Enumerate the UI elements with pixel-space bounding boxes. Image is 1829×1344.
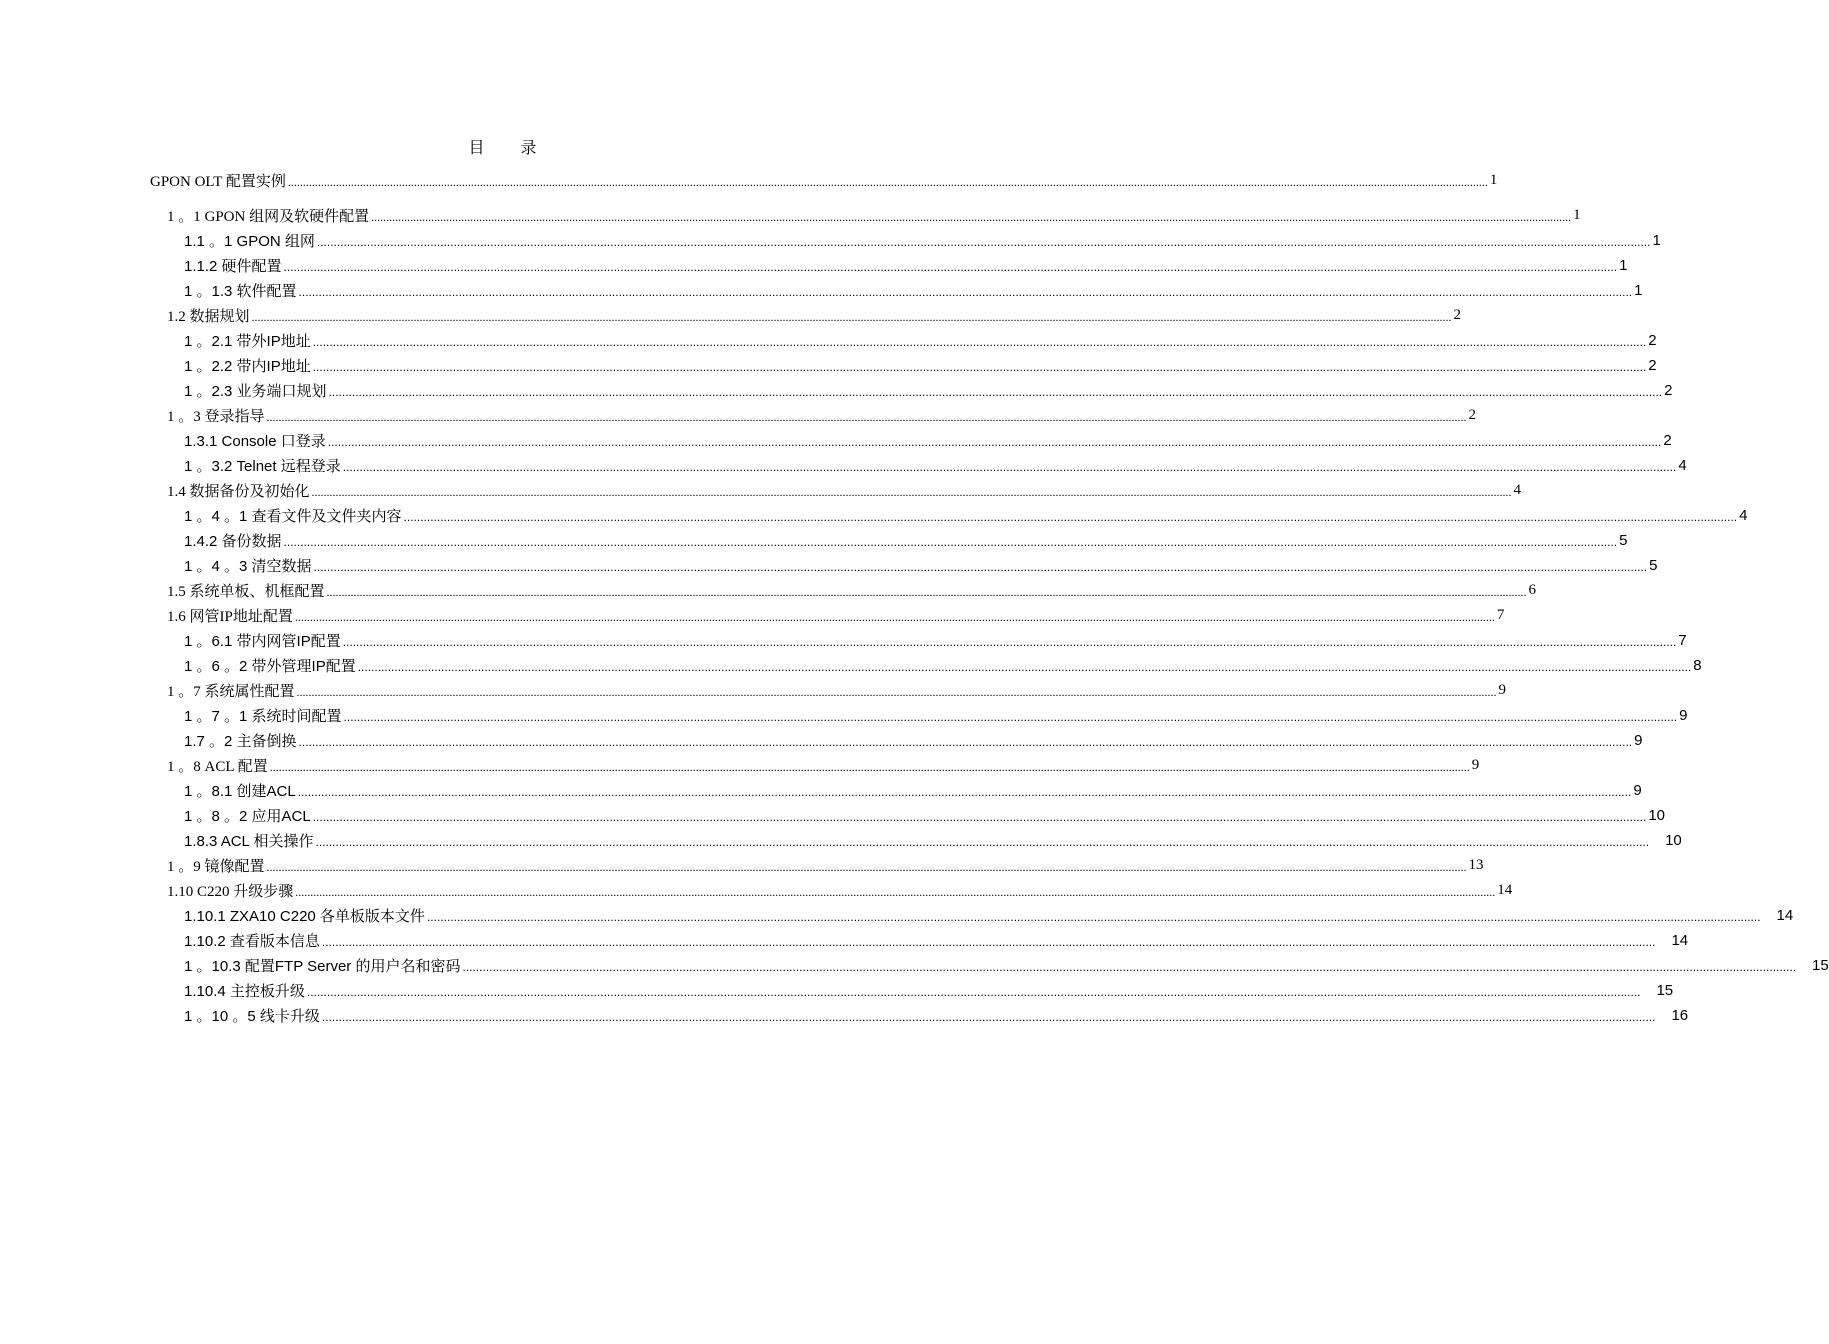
toc-leader-dots: ................................................................................................................................................................................................................................................................................................................................................................................................................: [296, 684, 1497, 699]
toc-entry[interactable]: [184, 528, 1628, 552]
toc-leader-dots: ................................................................................................................................................................................................................................................................................................................................................................................................................: [313, 560, 1648, 574]
toc-entry-page-number: 2: [1468, 406, 1477, 423]
toc-entry[interactable]: [184, 928, 1689, 952]
toc-entry[interactable]: [184, 553, 1658, 577]
toc-entry-page-number: 8: [1693, 656, 1702, 674]
toc-entry[interactable]: [184, 503, 1748, 527]
toc-entry-label: GPON OLT 配置实例: [150, 173, 286, 190]
toc-entry[interactable]: [150, 168, 1498, 192]
toc-entry-page-number: 2: [1648, 331, 1657, 349]
toc-entry[interactable]: [167, 303, 1462, 327]
toc-title: [0, 135, 1005, 158]
toc-entry[interactable]: [184, 328, 1657, 352]
toc-leader-dots: ................................................................................................................................................................................................................................................................................................................................................................................................................: [321, 935, 1656, 949]
toc-entry[interactable]: [184, 253, 1628, 277]
toc-entry-label: 1 。2.1 带外IP地址: [184, 332, 311, 350]
toc-leader-dots: ................................................................................................................................................................................................................................................................................................................................................................................................................: [312, 810, 1647, 824]
toc-entry-page-number: 10: [1665, 831, 1682, 849]
toc-entry-label: 1 。3 登录指导: [167, 408, 265, 425]
toc-entry-label: 1.4.2 备份数据: [184, 532, 282, 550]
toc-entry[interactable]: [184, 778, 1642, 802]
toc-entry-label: 1 。4 。3 清空数据: [184, 557, 312, 575]
toc-entry-page-number: 1: [1489, 171, 1498, 188]
toc-entry-page-number: 4: [1739, 506, 1748, 524]
toc-entry-label: 1 。8.1 创建ACL: [184, 782, 296, 800]
toc-leader-dots: ................................................................................................................................................................................................................................................................................................................................................................................................................: [342, 635, 1677, 649]
toc-leader-dots: ................................................................................................................................................................................................................................................................................................................................................................................................................: [298, 285, 1633, 299]
toc-leader-dots: ................................................................................................................................................................................................................................................................................................................................................................................................................: [295, 884, 1496, 899]
toc-leader-dots: ................................................................................................................................................................................................................................................................................................................................................................................................................: [283, 535, 1618, 549]
toc-entry-page-number: 2: [1648, 356, 1657, 374]
toc-entry-page-number: 13: [1468, 856, 1484, 873]
toc-entry[interactable]: [184, 428, 1672, 452]
toc-entry-label: 1 。1 GPON 组网及软硬件配置: [167, 208, 370, 225]
toc-entry-page-number: 2: [1663, 431, 1672, 449]
toc-entry-label: 1 。9 镜像配置: [167, 858, 265, 875]
toc-leader-dots: ................................................................................................................................................................................................................................................................................................................................................................................................................: [283, 260, 1618, 274]
toc-entry[interactable]: [184, 828, 1682, 852]
toc-entry-label: 1 。4 。1 查看文件及文件夹内容: [184, 507, 402, 525]
toc-entry-page-number: 16: [1671, 1006, 1689, 1024]
toc-entry[interactable]: [167, 878, 1513, 902]
toc-entry-page-number: 7: [1496, 606, 1505, 623]
toc-entry[interactable]: [184, 353, 1657, 377]
toc-entry-page-number: 6: [1528, 581, 1537, 598]
toc-leader-dots: ................................................................................................................................................................................................................................................................................................................................................................................................................: [312, 335, 1647, 349]
toc-entry-label: 1.10.2 查看版本信息: [184, 932, 320, 950]
toc-entry[interactable]: [184, 228, 1661, 252]
toc-leader-dots: ................................................................................................................................................................................................................................................................................................................................................................................................................: [266, 859, 1467, 874]
toc-leader-dots: ................................................................................................................................................................................................................................................................................................................................................................................................................: [371, 209, 1572, 224]
toc-entry-page-number: 14: [1776, 906, 1794, 924]
toc-entry-label: 1 。8 ACL 配置: [167, 758, 268, 775]
toc-entry-page-number: 15: [1656, 981, 1674, 999]
toc-entry[interactable]: [184, 278, 1643, 302]
toc-entry[interactable]: [167, 678, 1507, 702]
toc-leader-dots: ................................................................................................................................................................................................................................................................................................................................................................................................................: [403, 510, 1738, 524]
toc-entry[interactable]: [167, 603, 1505, 627]
toc-entry-label: 1 。7 。1 系统时间配置: [184, 707, 342, 725]
toc-entry-label: 1.5 系统单板、机框配置: [167, 583, 325, 600]
toc-entry[interactable]: [184, 1003, 1689, 1027]
toc-leader-dots: ................................................................................................................................................................................................................................................................................................................................................................................................................: [312, 360, 1647, 374]
toc-entry-label: 1.6 网管IP地址配置: [167, 608, 293, 625]
toc-entry[interactable]: [167, 403, 1477, 427]
toc-entry-page-number: 1: [1634, 281, 1643, 299]
toc-leader-dots: ................................................................................................................................................................................................................................................................................................................................................................................................................: [297, 785, 1632, 799]
toc-entry[interactable]: [167, 853, 1484, 877]
toc-entry-label: 1 。2.2 带内IP地址: [184, 357, 311, 375]
toc-entry-page-number: 9: [1471, 756, 1480, 773]
toc-leader-dots: ................................................................................................................................................................................................................................................................................................................................................................................................................: [326, 584, 1527, 599]
toc-entry-page-number: 2: [1664, 381, 1673, 399]
toc-entry[interactable]: [184, 653, 1702, 677]
toc-entry-label: 1.10.4 主控板升级: [184, 982, 305, 1000]
toc-entry-label: 1 。7 系统属性配置: [167, 683, 295, 700]
toc-entry-page-number: 1: [1652, 231, 1661, 249]
toc-entry-page-number: 10: [1648, 806, 1665, 824]
toc-entry[interactable]: [167, 203, 1581, 227]
toc-entry-label: 1.2 数据规划: [167, 308, 250, 325]
toc-entry-label: 1.10 C220 升级步骤: [167, 883, 294, 900]
toc-entry[interactable]: [184, 803, 1665, 827]
toc-entry-label: 1.8.3 ACL 相关操作: [184, 832, 314, 850]
toc-title-char-1: 目: [468, 138, 485, 157]
toc-entry-label: 1 。10.3 配置FTP Server 的用户名和密码: [184, 957, 461, 975]
toc-entry-page-number: 9: [1633, 781, 1642, 799]
toc-entry-page-number: 9: [1498, 681, 1507, 698]
toc-entry[interactable]: [184, 628, 1687, 652]
toc-entry[interactable]: [184, 703, 1688, 727]
toc-entry[interactable]: [184, 903, 1794, 927]
toc-entry-page-number: 9: [1679, 706, 1688, 724]
toc-entry[interactable]: [184, 953, 1829, 977]
toc-leader-dots: ................................................................................................................................................................................................................................................................................................................................................................................................................: [328, 385, 1663, 399]
toc-entry-label: 1.3.1 Console 口登录: [184, 432, 326, 450]
toc-entry[interactable]: [167, 753, 1480, 777]
toc-entry-label: 1 。3.2 Telnet 远程登录: [184, 457, 341, 475]
toc-entry-label: 1 。8 。2 应用ACL: [184, 807, 311, 825]
toc-leader-dots: ................................................................................................................................................................................................................................................................................................................................................................................................................: [298, 735, 1633, 749]
toc-entry-label: 1.7 。2 主备倒换: [184, 732, 297, 750]
toc-title-char-2: 录: [520, 138, 537, 157]
toc-entry[interactable]: [167, 578, 1537, 602]
toc-leader-dots: ................................................................................................................................................................................................................................................................................................................................................................................................................: [343, 710, 1678, 724]
toc-leader-dots: ................................................................................................................................................................................................................................................................................................................................................................................................................: [462, 960, 1797, 974]
toc-entry-page-number: 4: [1513, 481, 1522, 498]
toc-leader-dots: ................................................................................................................................................................................................................................................................................................................................................................................................................: [315, 835, 1650, 849]
toc-leader-dots: ................................................................................................................................................................................................................................................................................................................................................................................................................: [287, 174, 1488, 189]
toc-leader-dots: ................................................................................................................................................................................................................................................................................................................................................................................................................: [266, 409, 1467, 424]
toc-leader-dots: ................................................................................................................................................................................................................................................................................................................................................................................................................: [294, 609, 1495, 624]
toc-entry-page-number: 15: [1812, 956, 1829, 974]
toc-entry-label: 1 。2.3 业务端口规划: [184, 382, 327, 400]
toc-entry[interactable]: [184, 978, 1674, 1002]
toc-entry-label: 1.10.1 ZXA10 C220 各单板版本文件: [184, 907, 425, 925]
toc-entry-label: 1.4 数据备份及初始化: [167, 483, 310, 500]
toc-entry-page-number: 1: [1619, 256, 1628, 274]
toc-entry[interactable]: [184, 453, 1687, 477]
toc-entry-label: 1 。6.1 带内网管IP配置: [184, 632, 341, 650]
toc-leader-dots: ................................................................................................................................................................................................................................................................................................................................................................................................................: [342, 460, 1677, 474]
toc-leader-dots: ................................................................................................................................................................................................................................................................................................................................................................................................................: [306, 985, 1641, 999]
toc-entry-page-number: 14: [1497, 881, 1513, 898]
toc-entry[interactable]: [184, 378, 1673, 402]
toc-entry[interactable]: [184, 728, 1643, 752]
toc-entry-page-number: 9: [1634, 731, 1643, 749]
toc-leader-dots: ................................................................................................................................................................................................................................................................................................................................................................................................................: [251, 309, 1452, 324]
toc-leader-dots: ................................................................................................................................................................................................................................................................................................................................................................................................................: [327, 435, 1662, 449]
toc-leader-dots: ................................................................................................................................................................................................................................................................................................................................................................................................................: [316, 235, 1651, 249]
toc-leader-dots: ................................................................................................................................................................................................................................................................................................................................................................................................................: [321, 1010, 1656, 1024]
toc-entry-page-number: 4: [1678, 456, 1687, 474]
toc-leader-dots: ................................................................................................................................................................................................................................................................................................................................................................................................................: [357, 660, 1692, 674]
toc-leader-dots: ................................................................................................................................................................................................................................................................................................................................................................................................................: [269, 759, 1470, 774]
toc-entry-label: 1 。10 。5 线卡升级: [184, 1007, 320, 1025]
toc-entry-page-number: 2: [1453, 306, 1462, 323]
toc-entry-label: 1 。1.3 软件配置: [184, 282, 297, 300]
toc-leader-dots: ................................................................................................................................................................................................................................................................................................................................................................................................................: [311, 484, 1512, 499]
toc-entry[interactable]: [167, 478, 1522, 502]
toc-entry-page-number: 7: [1678, 631, 1687, 649]
toc-entry-label: 1.1.2 硬件配置: [184, 257, 282, 275]
toc-entry-page-number: 5: [1619, 531, 1628, 549]
toc-entry-page-number: 1: [1573, 206, 1581, 223]
toc-entry-label: 1 。6 。2 带外管理IP配置: [184, 657, 356, 675]
toc-entry-page-number: 5: [1649, 556, 1658, 574]
toc-entry-page-number: 14: [1671, 931, 1689, 949]
toc-entry-label: 1.1 。1 GPON 组网: [184, 232, 315, 250]
toc-leader-dots: ................................................................................................................................................................................................................................................................................................................................................................................................................: [426, 910, 1761, 924]
